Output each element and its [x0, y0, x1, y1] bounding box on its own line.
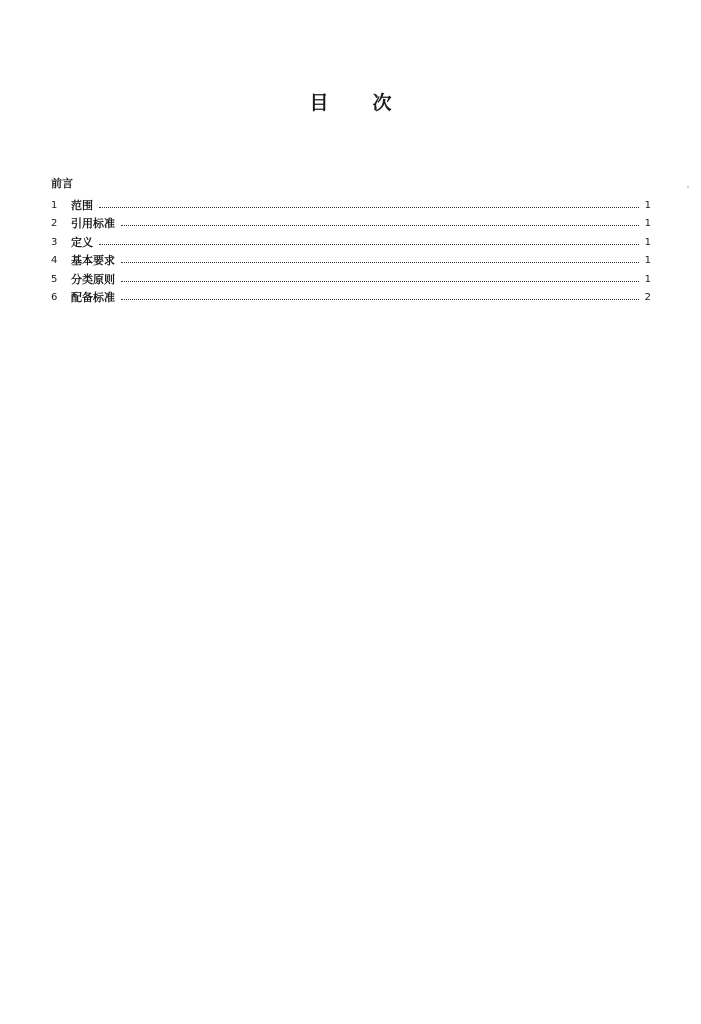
toc-entry [51, 286, 651, 305]
toc-entry-label: 配备标准 [71, 291, 115, 304]
toc-entry-page: 1 [644, 199, 651, 211]
toc-leader-dots [99, 207, 639, 208]
toc-entry-page: 1 [644, 273, 651, 285]
scan-speck [687, 186, 689, 188]
toc-entry-label: 基本要求 [71, 254, 115, 267]
toc-foreword: 前言 [51, 177, 73, 190]
toc-leader-dots [121, 281, 639, 282]
toc-entry-number: 4 [51, 255, 58, 266]
toc-leader-dots [121, 299, 639, 300]
title-char-1: 目 [309, 92, 329, 114]
toc-entry [51, 212, 651, 231]
toc-entry [51, 193, 651, 212]
toc-entry-page: 1 [644, 255, 651, 266]
table-of-contents [51, 177, 651, 304]
toc-entry-label: 引用标准 [71, 217, 115, 230]
toc-entry-page: 1 [644, 236, 651, 248]
toc-entry-label: 范围 [71, 198, 93, 212]
toc-leader-dots [121, 262, 639, 263]
toc-entry-page: 1 [644, 218, 651, 229]
toc-entry-number: 2 [51, 218, 58, 229]
toc-entry-number: 6 [51, 292, 58, 303]
toc-entry-page: 2 [644, 292, 651, 303]
toc-entry-number: 1 [51, 199, 58, 211]
toc-entry-label: 定义 [71, 235, 93, 249]
toc-entry-number: 5 [51, 273, 58, 285]
toc-entry [51, 230, 651, 249]
toc-entry-label: 分类原则 [71, 272, 115, 286]
toc-title [0, 88, 701, 115]
toc-leader-dots [121, 225, 639, 226]
toc-entry [51, 249, 651, 268]
toc-entry [51, 267, 651, 286]
toc-leader-dots [99, 244, 639, 245]
toc-entry-number: 3 [51, 236, 58, 248]
title-char-2: 次 [372, 92, 392, 114]
